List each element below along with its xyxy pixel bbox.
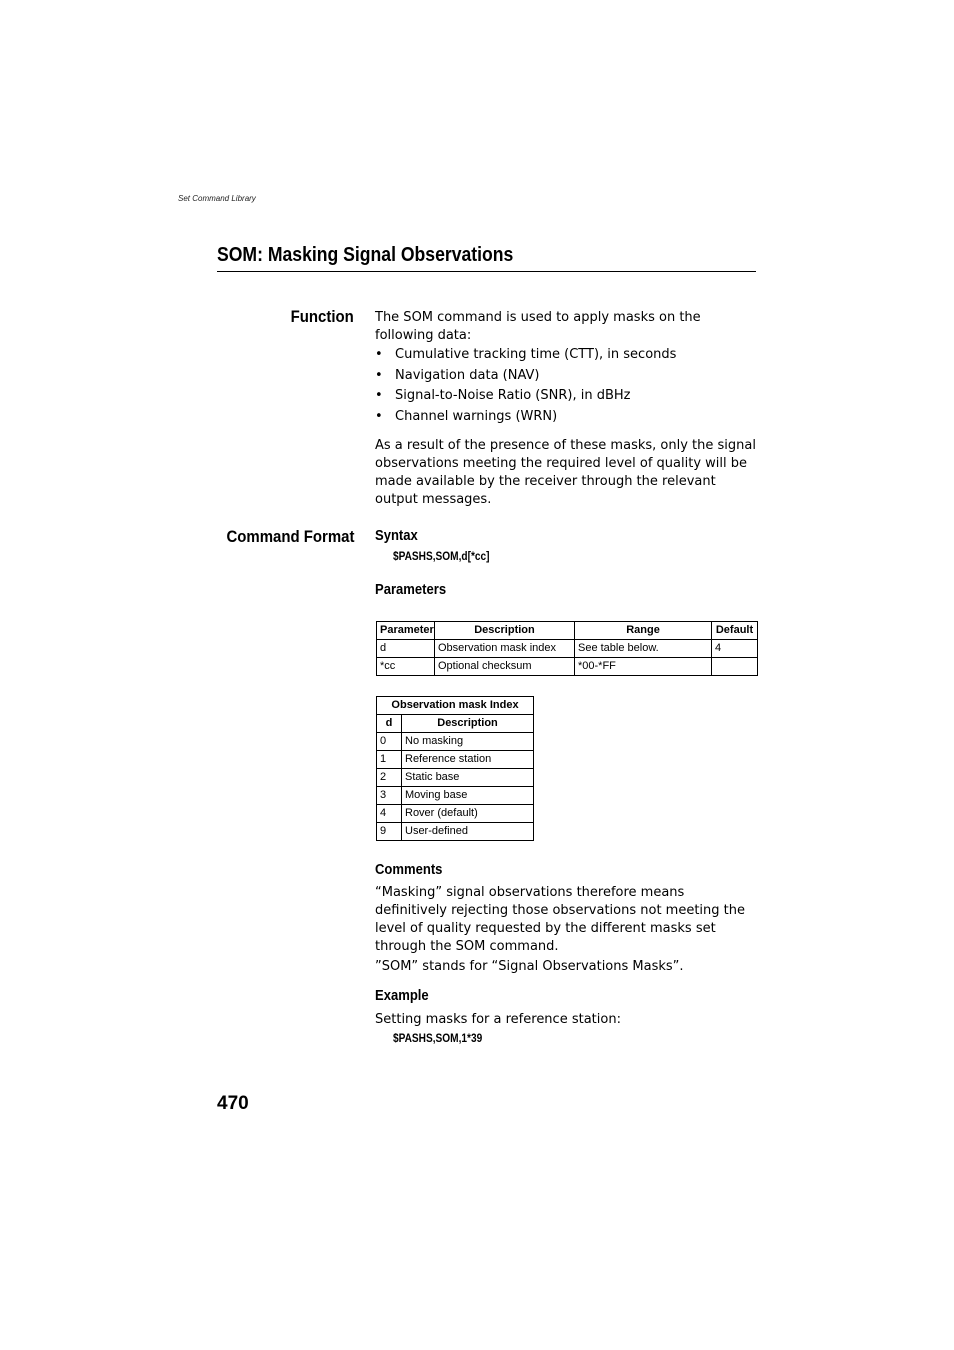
function-bullet-list [375, 345, 757, 428]
table-cell: Optional checksum [435, 658, 575, 676]
list-item: • Channel warnings (WRN) [375, 407, 757, 428]
column-header: Description [435, 622, 575, 640]
table-row [377, 805, 534, 823]
table-cell: Reference station [402, 751, 534, 769]
table-cell [712, 658, 758, 676]
example-text: Setting masks for a reference station: [375, 1012, 621, 1027]
table-cell: See table below. [575, 640, 712, 658]
function-intro: The SOM command is used to apply masks on the following data: [375, 310, 701, 343]
table-row [377, 751, 534, 769]
table-cell: Observation mask index [435, 640, 575, 658]
function-heading: Function [290, 307, 354, 326]
parameters-table [376, 621, 758, 676]
example-heading: Example [375, 988, 429, 1004]
running-header: Set Command Library [178, 194, 256, 203]
title-divider [217, 271, 756, 272]
table-row [377, 733, 534, 751]
table-cell: Static base [402, 769, 534, 787]
table-title-row [377, 697, 534, 715]
table-cell: d [377, 640, 435, 658]
table-cell: User-defined [402, 823, 534, 841]
table-cell: 0 [377, 733, 402, 751]
function-paragraph: As a result of the presence of these masks, only the signal observations meeting the required level of quality will be made available by the receiver through the relevant output messages. [375, 438, 756, 507]
column-header: Default [712, 622, 758, 640]
observation-mask-table [376, 696, 534, 841]
table-header-row [377, 715, 534, 733]
column-header: Description [402, 715, 534, 733]
column-header: Range [575, 622, 712, 640]
page-number: 470 [217, 1093, 249, 1114]
parameters-heading: Parameters [375, 582, 447, 598]
list-item: • Signal-to-Noise Ratio (SNR), in dBHz [375, 386, 757, 407]
command-format-heading: Command Format [225, 527, 354, 546]
table-row [377, 769, 534, 787]
table-header-row [377, 622, 758, 640]
table-cell: 9 [377, 823, 402, 841]
example-code: $PASHS,SOM,1*39 [393, 1033, 483, 1045]
table-cell: 4 [712, 640, 758, 658]
table-row [377, 787, 534, 805]
table-row [377, 823, 534, 841]
table-cell: 4 [377, 805, 402, 823]
table-row [377, 640, 758, 658]
page-title: SOM: Masking Signal Observations [217, 244, 514, 266]
table-cell: No masking [402, 733, 534, 751]
list-item: • Cumulative tracking time (CTT), in seconds [375, 345, 757, 366]
table-title: Observation mask Index [377, 697, 534, 715]
table-cell: 2 [377, 769, 402, 787]
list-item: • Navigation data (NAV) [375, 366, 757, 387]
comment-paragraph-2: ”SOM” stands for “Signal Observations Masks”. [375, 959, 684, 974]
table-cell: Moving base [402, 787, 534, 805]
table-row [377, 658, 758, 676]
comment-paragraph-1: “Masking” signal observations therefore means definitively rejecting those observations not meeting the level of quality requested by the different masks set through the SOM command. [375, 885, 746, 954]
syntax-code: $PASHS,SOM,d[*cc] [393, 551, 490, 563]
table-cell: Rover (default) [402, 805, 534, 823]
column-header: Parameter [377, 622, 435, 640]
table-cell: *cc [377, 658, 435, 676]
table-cell: 3 [377, 787, 402, 805]
syntax-heading: Syntax [375, 528, 418, 544]
comments-heading: Comments [375, 862, 443, 878]
table-cell: *00-*FF [575, 658, 712, 676]
table-cell: 1 [377, 751, 402, 769]
column-header: d [377, 715, 402, 733]
